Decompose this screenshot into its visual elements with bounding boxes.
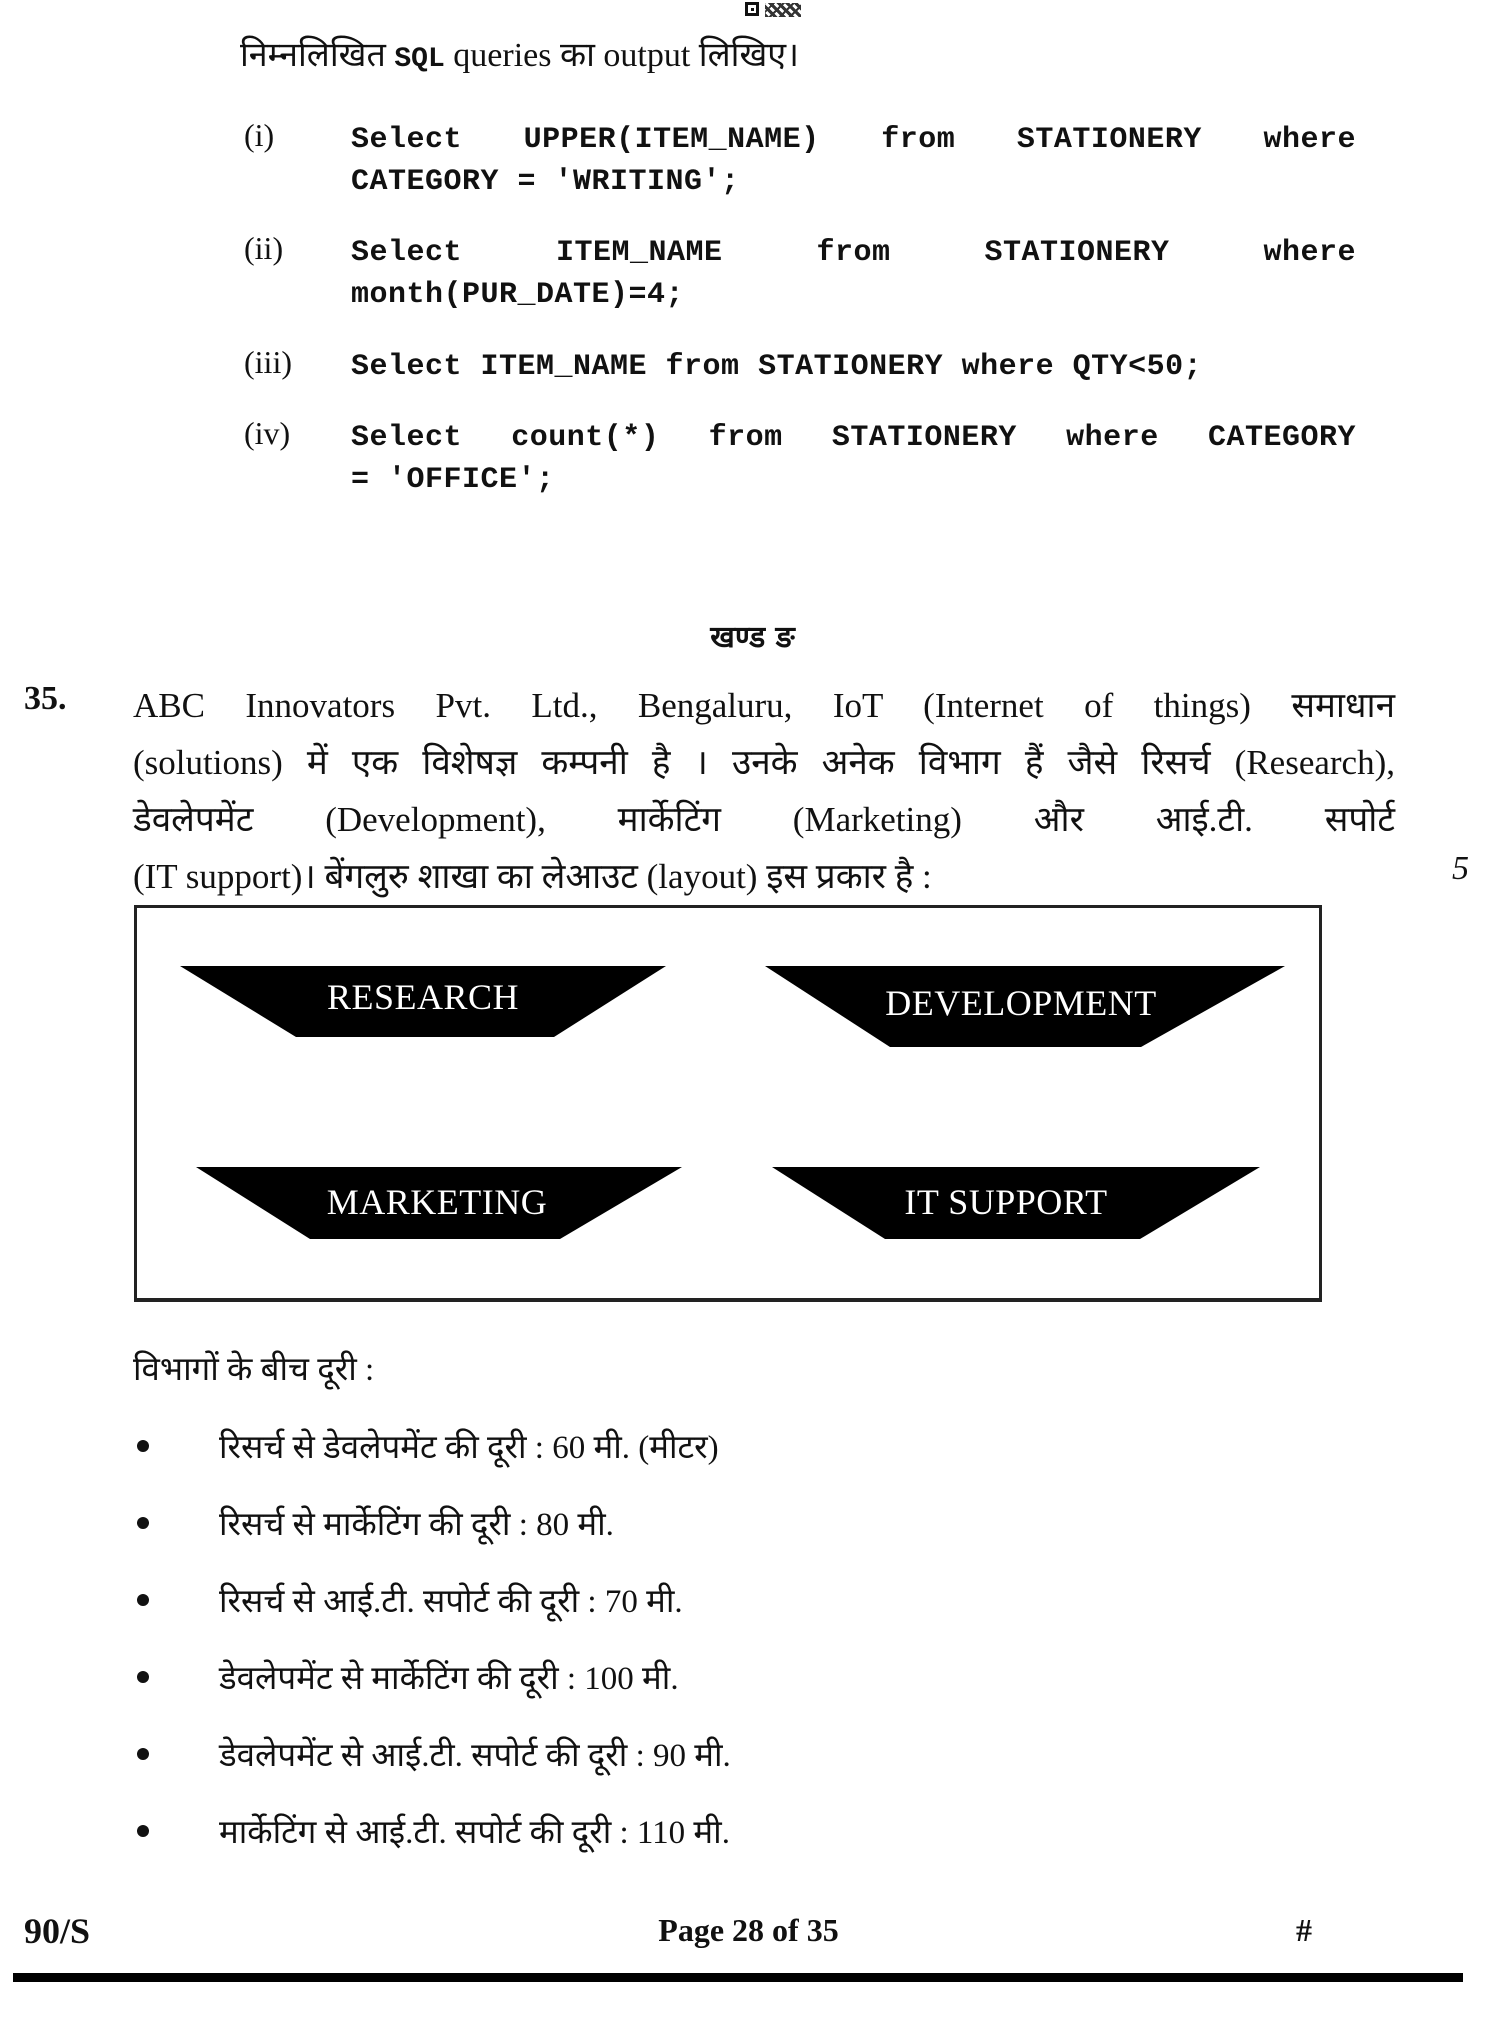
instruction-prefix: निम्नलिखित bbox=[240, 37, 395, 74]
query-line: Select ITEM_NAME from STATIONERY where QTY<50; bbox=[351, 350, 1203, 384]
bullet-icon bbox=[137, 1594, 149, 1606]
bullet-icon bbox=[137, 1825, 149, 1837]
distance-text: रिसर्च से आई.टी. सपोर्ट की दूरी : 70 मी. bbox=[219, 1584, 683, 1620]
footer-divider bbox=[13, 1973, 1463, 1982]
query-line: = 'OFFICE'; bbox=[351, 463, 555, 497]
branch-layout-diagram bbox=[134, 905, 1322, 1302]
query-number: (ii) bbox=[244, 230, 284, 266]
distance-text: डेवलेपमेंट से मार्केटिंग की दूरी : 100 मी. bbox=[219, 1661, 679, 1697]
distance-text: डेवलेपमेंट से आई.टी. सपोर्ट की दूरी : 90 मी. bbox=[219, 1738, 731, 1774]
department-marketing bbox=[196, 1167, 682, 1239]
query-line: CATEGORY = 'WRITING'; bbox=[351, 165, 740, 199]
distance-text: रिसर्च से डेवलेपमेंट की दूरी : 60 मी. (मीटर) bbox=[219, 1430, 719, 1466]
query-line: Select ITEM_NAME from STATIONERY where bbox=[351, 236, 1356, 270]
distance-text: रिसर्च से मार्केटिंग की दूरी : 80 मी. bbox=[219, 1507, 614, 1543]
query-code bbox=[351, 346, 1356, 388]
bullet-icon bbox=[137, 1748, 149, 1760]
query-item bbox=[244, 117, 1394, 207]
question-line: डेवलेपमेंट (Development), मार्केटिंग (Marketing) और आई.टी. सपोर्ट bbox=[133, 800, 1395, 839]
distance-text: मार्केटिंग से आई.टी. सपोर्ट की दूरी : 110 मी. bbox=[219, 1815, 730, 1851]
question-line: (IT support)। बेंगलुरु शाखा का लेआउट (layout) इस प्रकार है : bbox=[133, 857, 932, 896]
query-code bbox=[351, 232, 1356, 316]
bullet-icon bbox=[137, 1671, 149, 1683]
bullet-icon bbox=[137, 1440, 149, 1452]
department-label: RESEARCH bbox=[326, 977, 520, 1017]
instruction-sql: SQL bbox=[394, 44, 445, 75]
instruction-suffix: queries का output लिखिए। bbox=[444, 37, 799, 74]
sql-instruction bbox=[240, 30, 799, 76]
query-number: (i) bbox=[244, 117, 275, 153]
question-line: (solutions) में एक विशेषज्ञ कम्पनी है । उनके अनेक विभाग हैं जैसे रिसर्च (Research), bbox=[133, 743, 1395, 782]
query-item bbox=[244, 230, 1394, 320]
paper-code: 90/S bbox=[24, 1911, 91, 1951]
footer-mark: # bbox=[1296, 1912, 1312, 1948]
query-number: (iii) bbox=[244, 344, 292, 380]
query-line: month(PUR_DATE)=4; bbox=[351, 278, 685, 312]
marks-label: 5 bbox=[1452, 850, 1469, 887]
question-number: 35. bbox=[24, 680, 67, 717]
page-number bbox=[0, 1912, 1505, 1949]
section-heading: खण्ड ङ bbox=[710, 620, 795, 655]
query-item bbox=[244, 344, 1394, 389]
query-line: Select count(*) from STATIONERY where CATEGORY bbox=[351, 421, 1356, 455]
query-code bbox=[351, 119, 1356, 203]
query-number: (iv) bbox=[244, 415, 291, 451]
department-label: MARKETING bbox=[326, 1182, 548, 1222]
department-it-support bbox=[772, 1167, 1260, 1239]
question-line: ABC Innovators Pvt. Ltd., Bengaluru, IoT (Internet of things) समाधान bbox=[133, 686, 1395, 725]
department-label: DEVELOPMENT bbox=[885, 983, 1157, 1023]
page-number-text: Page 28 of 35 bbox=[658, 1912, 839, 1948]
question-text bbox=[133, 677, 1395, 905]
bullet-icon bbox=[137, 1517, 149, 1529]
department-label: IT SUPPORT bbox=[904, 1182, 1108, 1222]
department-research bbox=[180, 966, 666, 1037]
query-line: Select UPPER(ITEM_NAME) from STATIONERY where bbox=[351, 123, 1356, 157]
query-code bbox=[351, 417, 1356, 501]
qr-code-icon bbox=[745, 2, 805, 20]
query-item bbox=[244, 415, 1394, 505]
distances-heading: विभागों के बीच दूरी : bbox=[133, 1352, 375, 1388]
department-development bbox=[765, 966, 1285, 1047]
